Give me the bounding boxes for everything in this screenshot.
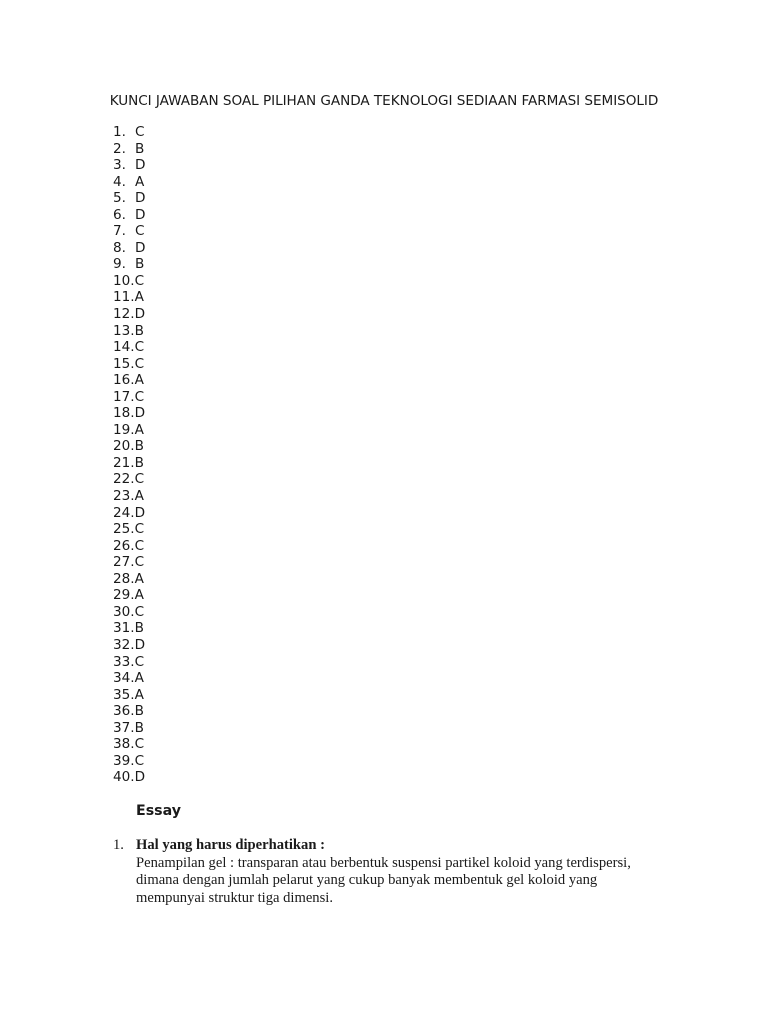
answer-letter: C — [134, 603, 145, 620]
document-title: KUNCI JAWABAN SOAL PILIHAN GANDA TEKNOLOGI SEDIAAN FARMASI SEMISOLID — [109, 93, 659, 109]
answer-number: 37. — [113, 719, 135, 736]
answer-letter: B — [134, 454, 144, 471]
answer-item — [113, 703, 145, 720]
answer-item — [113, 190, 145, 207]
answer-letter: C — [134, 272, 145, 289]
answer-item — [113, 687, 145, 704]
answer-letter: B — [134, 703, 144, 720]
answer-item — [113, 323, 145, 340]
answer-letter: A — [134, 686, 144, 703]
answer-item — [113, 554, 145, 571]
answer-item — [113, 405, 145, 422]
essay-heading: Essay — [136, 803, 181, 819]
answer-number: 23. — [113, 488, 135, 505]
answer-item — [113, 455, 145, 472]
answer-number: 7. — [113, 223, 126, 240]
answer-number: 31. — [113, 620, 135, 637]
answer-letter: C — [134, 521, 145, 538]
answer-number: 36. — [113, 703, 135, 720]
answer-letter: C — [134, 355, 145, 372]
answer-item — [113, 157, 145, 174]
answer-item — [113, 587, 145, 604]
answer-number: 32. — [113, 636, 135, 653]
essay-item-line: Penampilan gel : transparan atau berbentuk suspensi partikel koloid yang terdispersi, — [136, 854, 631, 871]
answer-number: 14. — [113, 339, 135, 356]
answer-letter: B — [135, 256, 145, 273]
answer-item — [113, 521, 145, 538]
answer-item — [113, 372, 145, 389]
answer-item — [113, 422, 145, 439]
answer-number: 35. — [113, 686, 135, 703]
answer-item — [113, 637, 145, 654]
answer-letter: B — [134, 438, 144, 455]
answer-letter: B — [134, 620, 144, 637]
answer-number: 3. — [113, 157, 126, 174]
answer-number: 1. — [113, 124, 126, 140]
answer-key-list — [113, 124, 145, 786]
answer-number: 2. — [113, 140, 126, 157]
answer-letter: C — [134, 388, 145, 405]
answer-number: 38. — [113, 736, 135, 753]
answer-item — [113, 389, 145, 406]
essay-item-line: dimana dengan jumlah pelarut yang cukup banyak membentuk gel koloid yang — [136, 872, 598, 888]
answer-number: 21. — [113, 454, 135, 471]
answer-item — [113, 207, 145, 224]
answer-item — [113, 124, 145, 141]
answer-letter: C — [134, 752, 145, 769]
answer-letter: D — [135, 206, 146, 223]
answer-letter: D — [135, 190, 146, 207]
answer-number: 26. — [113, 537, 135, 554]
answer-item — [113, 174, 145, 191]
answer-number: 15. — [113, 355, 135, 372]
answer-letter: C — [134, 339, 145, 356]
answer-letter: C — [134, 471, 145, 488]
answer-item — [113, 438, 145, 455]
answer-number: 10. — [113, 272, 135, 289]
answer-item — [113, 753, 145, 770]
answer-letter: D — [134, 405, 146, 422]
essay-item-number: 1. — [113, 837, 124, 853]
answer-item — [113, 141, 145, 158]
answer-item — [113, 289, 145, 306]
answer-letter: A — [134, 587, 144, 604]
answer-item — [113, 223, 145, 240]
answer-item — [113, 256, 145, 273]
answer-number: 24. — [113, 504, 135, 521]
answer-item — [113, 339, 145, 356]
answer-item — [113, 471, 145, 488]
answer-letter: A — [134, 670, 144, 687]
answer-letter: C — [135, 124, 145, 140]
answer-item — [113, 488, 145, 505]
answer-letter: D — [134, 306, 146, 323]
answer-number: 40. — [113, 769, 135, 786]
answer-number: 8. — [113, 239, 126, 256]
answer-number: 22. — [113, 471, 135, 488]
answer-number: 25. — [113, 521, 135, 538]
answer-number: 39. — [113, 752, 135, 769]
answer-letter: D — [135, 239, 146, 256]
answer-letter: B — [134, 322, 144, 339]
answer-letter: C — [134, 554, 145, 571]
answer-item — [113, 538, 145, 555]
answer-letter: B — [134, 719, 144, 736]
answer-number: 13. — [113, 322, 135, 339]
answer-item — [113, 654, 145, 671]
answer-letter: D — [134, 769, 146, 786]
answer-number: 6. — [113, 206, 126, 223]
answer-number: 19. — [113, 421, 135, 438]
answer-number: 18. — [113, 405, 135, 422]
answer-number: 29. — [113, 587, 135, 604]
answer-number: 16. — [113, 372, 135, 389]
answer-number: 11. — [113, 289, 135, 306]
answer-number: 9. — [113, 256, 126, 273]
answer-item — [113, 769, 145, 786]
answer-letter: C — [135, 223, 145, 240]
answer-number: 34. — [113, 670, 135, 687]
answer-letter: C — [134, 537, 145, 554]
answer-number: 27. — [113, 554, 135, 571]
answer-letter: A — [135, 173, 145, 190]
answer-item — [113, 273, 145, 290]
answer-letter: A — [134, 488, 144, 505]
answer-letter: D — [134, 504, 146, 521]
answer-letter: A — [134, 372, 144, 389]
answer-letter: C — [134, 653, 145, 670]
answer-item — [113, 240, 145, 257]
answer-number: 28. — [113, 570, 135, 587]
answer-letter: A — [134, 421, 144, 438]
answer-letter: D — [134, 636, 146, 653]
answer-letter: A — [134, 289, 144, 306]
answer-letter: B — [135, 140, 145, 157]
answer-item — [113, 356, 145, 373]
answer-item — [113, 736, 145, 753]
answer-item — [113, 306, 145, 323]
answer-letter: D — [135, 157, 146, 174]
answer-item — [113, 720, 145, 737]
answer-number: 5. — [113, 190, 126, 207]
answer-number: 33. — [113, 653, 135, 670]
answer-item — [113, 505, 145, 522]
essay-item-line: mempunyai struktur tiga dimensi. — [136, 889, 333, 906]
essay-item-content — [136, 837, 676, 907]
answer-number: 12. — [113, 306, 135, 323]
answer-number: 17. — [113, 388, 135, 405]
answer-number: 20. — [113, 438, 135, 455]
answer-number: 4. — [113, 173, 126, 190]
answer-item — [113, 604, 145, 621]
essay-item-subheading: Hal yang harus diperhatikan : — [136, 837, 325, 853]
answer-letter: A — [134, 570, 144, 587]
answer-item — [113, 670, 145, 687]
answer-letter: C — [134, 736, 145, 753]
answer-item — [113, 571, 145, 588]
answer-number: 30. — [113, 603, 135, 620]
answer-item — [113, 620, 145, 637]
